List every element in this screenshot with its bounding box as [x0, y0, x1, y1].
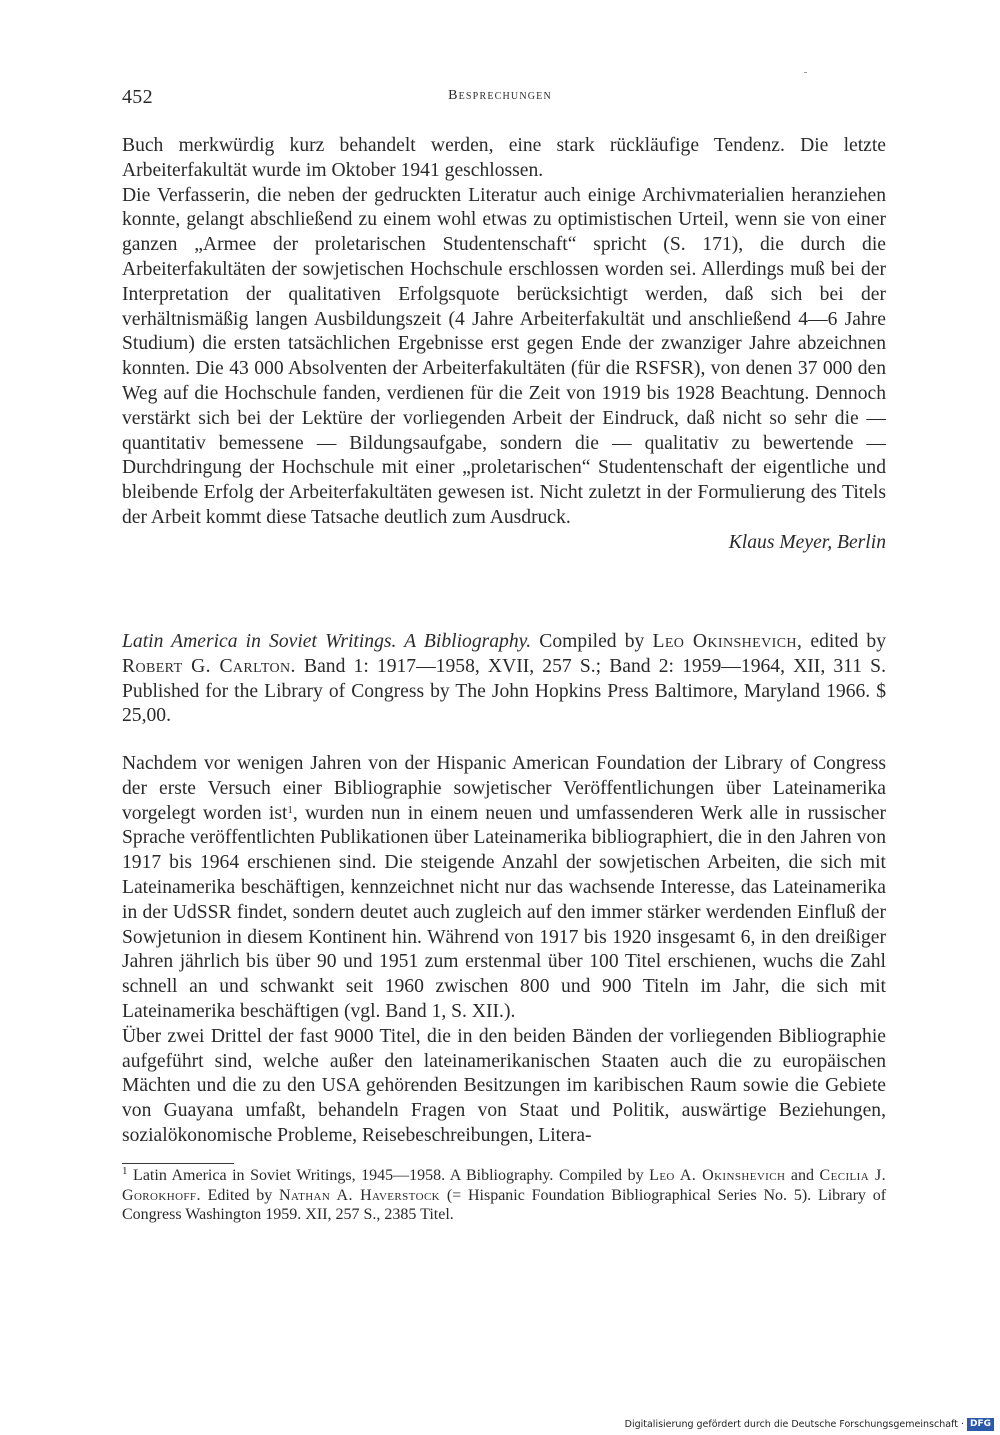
review-continuation	[122, 134, 886, 556]
footnote-text: (= Hispanic Foundation Bibliographical Series No. 5). Library of Congress Washington 1959. XII, 257 S., 2385 Titel.	[122, 1186, 887, 1224]
footnote-reference[interactable]: 1	[287, 803, 293, 816]
footnote-author: Leo A. Okinshevich	[649, 1167, 786, 1184]
compiler-name: Leo Okinshevich,	[652, 631, 803, 652]
review-signature: Klaus Meyer, Berlin	[728, 531, 886, 553]
review-text: , wurden nun in einem neuen und umfassenderen Werk alle in russischer Sprache veröffentlichten Publikationen über Lateinamerika bibliographiert, die in den Jahren von 1917 bis 1964 erschienen sind. Die steigende Anzahl der sowjetischen Arbeiten, die sich mit Lateinamerika beschäftigen, kennzeichnet nicht nur das wachsende Interesse, das Lateinamerika in der UdSSR findet, sondern deutet auch zugleich auf den immer stärker werdenden Einfluß der Sowjetunion in diesem Kontinent hin. Während von 1917 bis 1920 insgesamt 6, in den dreißiger Jahren jährlich bis über 90 und 1951 zum erstenmal über 100 Titel erschienen, wuchs die Zahl schnell an und schwankt seit 1960 zwischen 800 und 900 Titeln im Jahr, die sich mit Lateinamerika beschäftigen (vgl. Band 1, S. XII.).	[122, 802, 886, 1022]
review-paragraph: Über zwei Drittel der fast 9000 Titel, die in den beiden Bänden der vorliegenden Bibliographie aufgeführt sind, welche außer den lateinamerikanischen Staaten auch die zu europäischen Mächten und die zu den USA gehörenden Besitzungen im karibischen Raum sowie die Gebiete von Guayana umfaßt, behandeln Fragen von Staat und Politik, auswärtige Beziehungen, sozialökonomische Probleme, Reisebeschreibungen, Litera-	[122, 1025, 886, 1146]
bibliographic-entry	[122, 630, 886, 729]
book-title: Latin America in Soviet Writings. A Bibliography.	[122, 631, 532, 652]
review-paragraph: Die Verfasserin, die neben der gedruckten Literatur auch einige Archivmaterialien heranziehen konnte, gelangt abschließend zu einem wohl etwas zu optimistischen Urteil, wenn sie von einer ganzen „Armee der proletarischen Studentenschaft“ spricht (S. 171), die durch die Arbeiterfakultäten der sowjetischen Hochschule erschlossen worden sei. Allerdings muß bei der Interpretation der qualitativen Erfolgsquote berücksichtigt werden, daß sich bei der verhältnismäßig langen Ausbildungszeit (4 Jahre Arbeiterfakultät und anschließend 4—6 Jahre Studium) die ersten tatsächlichen Ergebnisse erst gegen Ende der zwanziger Jahre abzeichnen konnten. Die 43 000 Absolventen der Arbeiterfakultäten (für die RSFSR), von denen 37 000 den Weg auf die Hochschule fanden, verdienen für die Zeit von 1919 bis 1928 Beachtung. Dennoch verstärkt sich bei der Lektüre der vorliegenden Arbeit der Eindruck, daß nicht so sehr die — quantitativ bemessene — Bildungsaufgabe, sondern die — qualitativ zu bewertende — Durchdringung der Hochschule mit einer „proletarischen“ Studentenschaft der eigentliche und bleibende Erfolg der Arbeiterfakultäten gewesen ist. Nicht zuletzt in der Formulierung des Titels der Arbeit kommt diese Tatsache deutlich zum Ausdruck.	[122, 184, 886, 528]
running-head: Besprechungen	[448, 88, 552, 103]
footnote-text: and	[790, 1167, 814, 1184]
dfg-logo: DFG	[967, 1418, 994, 1431]
editor-name: Robert G. Carlton.	[122, 655, 296, 677]
review-body	[122, 752, 886, 1149]
page-number: 452	[122, 86, 153, 108]
footnote-text: Edited by	[207, 1186, 273, 1204]
footnote-editor: Nathan A. Haverstock	[279, 1186, 441, 1204]
footnote-author: Cecilia J. Gorokhoff.	[122, 1167, 887, 1204]
edited-by-label: edited by	[810, 631, 886, 652]
scan-speck	[804, 72, 807, 73]
compiled-by-label: Compiled by	[539, 631, 645, 652]
review-text: Nachdem vor wenigen Jahren von der Hispanic American Foundation der Library of Congress der erste Versuch einer Bibliographie sowjetischer Veröffentlichungen über Lateinamerika vorgelegt worden ist	[122, 753, 886, 824]
review-paragraph	[122, 752, 886, 1025]
review-paragraph: Buch merkwürdig kurz behandelt werden, eine stark rückläufige Tendenz. Die letzte Arbeiterfakultät wurde im Oktober 1941 geschlossen.	[122, 135, 886, 181]
footnote-marker: 1	[122, 1165, 128, 1177]
footnote-text: Latin America in Soviet Writings, 1945—1958. A Bibliography. Compiled by	[133, 1167, 644, 1184]
publication-details: Band 1: 1917—1958, XVII, 257 S.; Band 2: 1959—1964, XII, 311 S. Published for the Library of Congress by The John Hopkins Press Baltimore, Maryland 1966. $ 25,00.	[122, 655, 886, 727]
digitization-credit	[625, 1417, 994, 1431]
footnote	[122, 1166, 886, 1225]
footnote-rule	[122, 1163, 234, 1164]
credit-text: Digitalisierung gefördert durch die Deutsche Forschungsgemeinschaft ·	[624, 1418, 964, 1430]
